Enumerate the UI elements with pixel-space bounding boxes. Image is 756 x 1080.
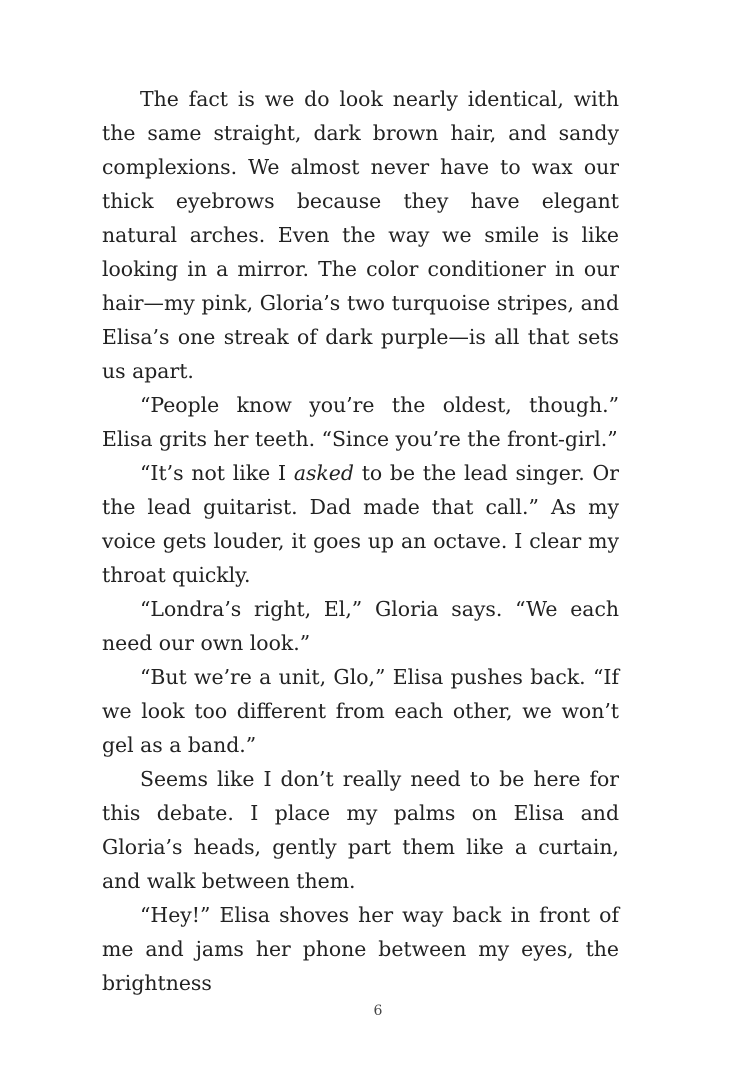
- paragraph-1: The fact is we do look nearly identical, with the same straight, dark brown hair, and sandy complexions. We almost never have to wax our thick eyebrows because they have elegant natural arches. Even the way we smile is like looking in a mirror. The color conditioner in our hair—my pink, Gloria’s two turquoise stripes, and Elisa’s one streak of dark purple—is all that sets us apart.: [102, 87, 619, 383]
- paragraph-3: [102, 456, 619, 592]
- paragraph-3-after: to be the lead singer. Or the lead guitarist. Dad made that call.” As my voice gets louder, it goes up an octave. I clear my throat quickly.: [102, 461, 619, 587]
- paragraph-6: Seems like I don’t really need to be here for this debate. I place my palms on Elisa and Gloria’s heads, gently part them like a curtain, and walk between them.: [102, 767, 619, 893]
- paragraph-7: “Hey!” Elisa shoves her way back in front of me and jams her phone between my eyes, the brightness: [102, 903, 619, 995]
- paragraph-3-before: “It’s not like I: [140, 461, 294, 485]
- page-number: 6: [373, 1003, 383, 1019]
- body-text: [102, 82, 619, 1000]
- paragraph-3-emphasis: asked: [293, 461, 354, 485]
- paragraph-4: “Londra’s right, El,” Gloria says. “We each need our own look.”: [102, 597, 619, 655]
- paragraph-5: “But we’re a unit, Glo,” Elisa pushes back. “If we look too different from each other, we won’t gel as a band.”: [102, 665, 619, 757]
- paragraph-2: “People know you’re the oldest, though.” Elisa grits her teeth. “Since you’re the front-girl.”: [102, 393, 619, 451]
